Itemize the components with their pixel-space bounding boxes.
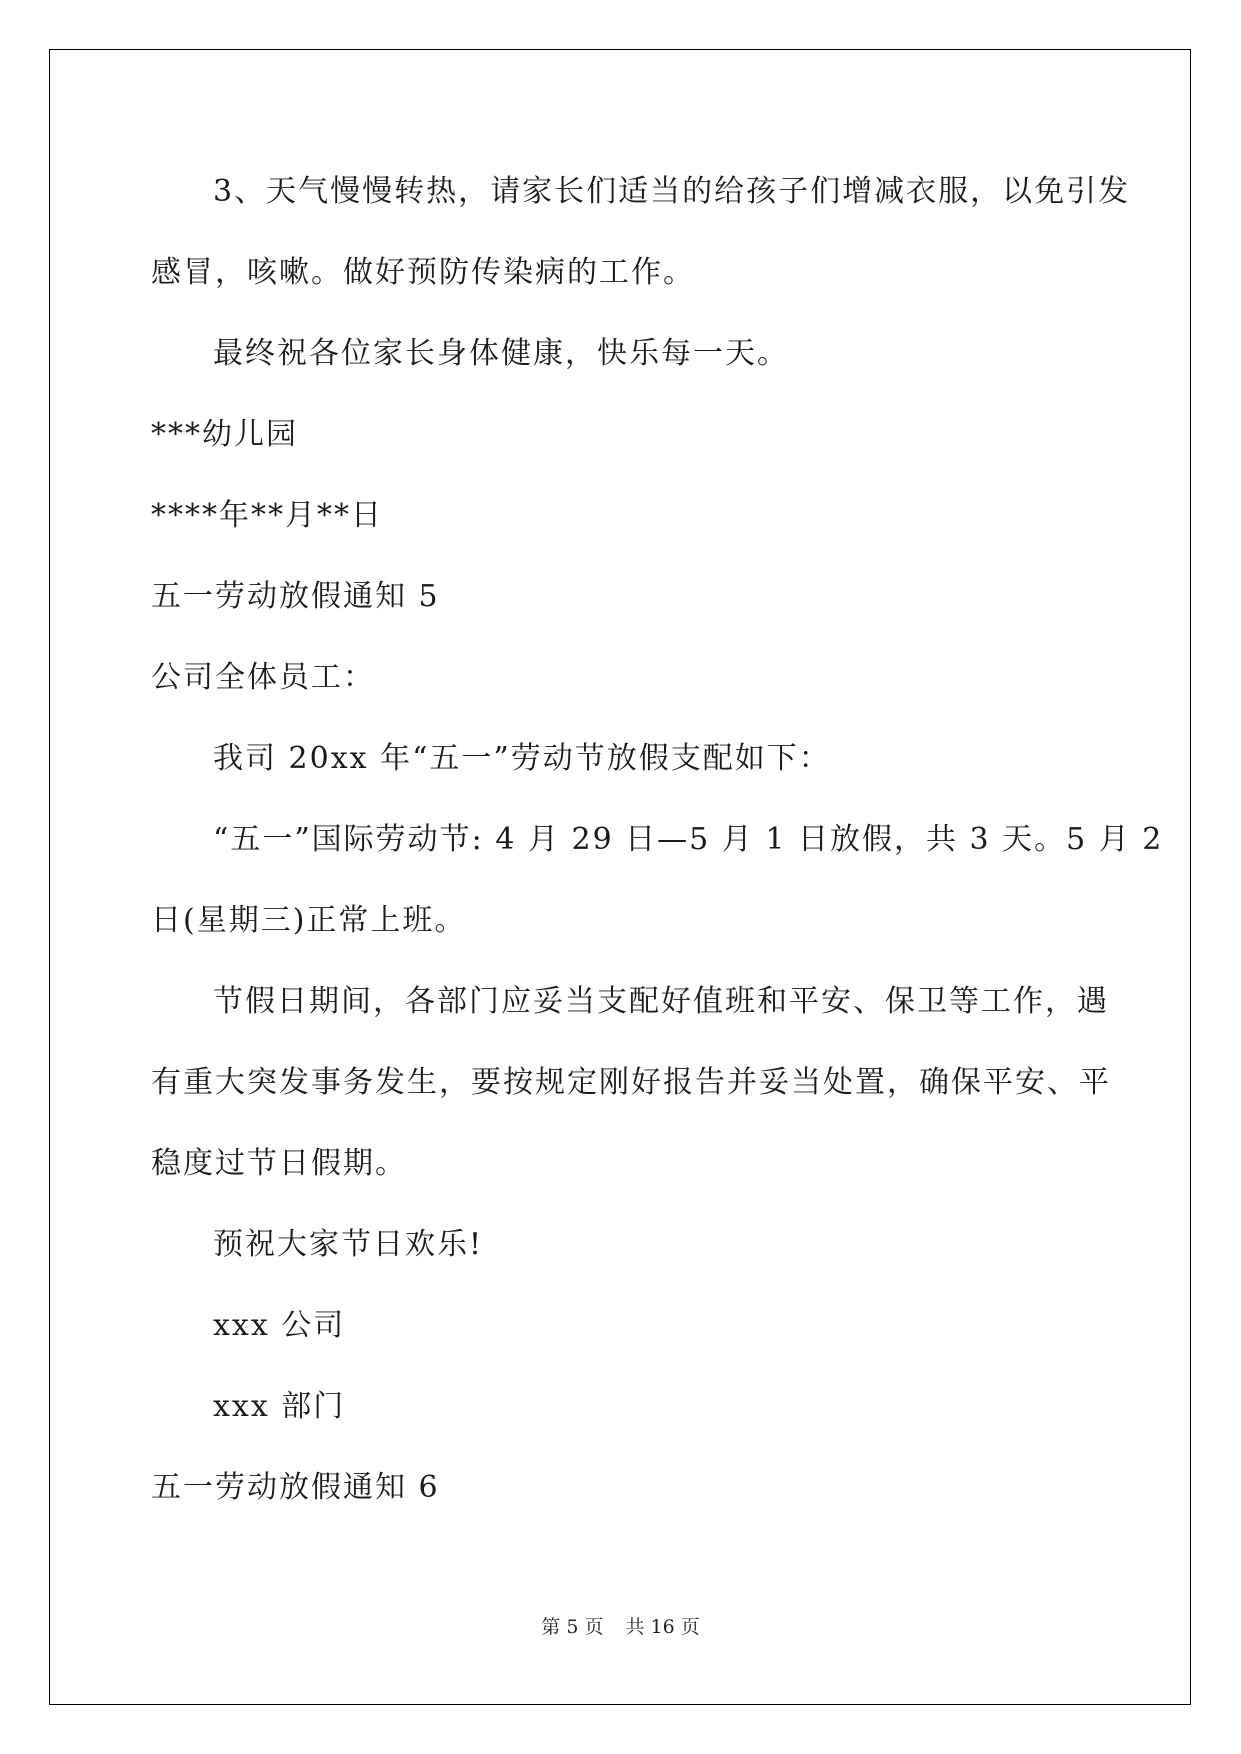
paragraph-line: 有重大突发事务发生，要按规定刚好报告并妥当处置，确保平安、平 bbox=[151, 1065, 1111, 1100]
paragraph-line: 节假日期间，各部门应妥当支配好值班和平安、保卫等工作，遇 bbox=[213, 984, 1109, 1019]
paragraph-line: 最终祝各位家长身体健康，快乐每一天。 bbox=[213, 336, 789, 371]
closing-greeting: 预祝大家节日欢乐! bbox=[213, 1227, 484, 1262]
section-heading: 五一劳动放假通知 6 bbox=[151, 1470, 440, 1505]
paragraph-line: “五一”国际劳动节: 4 月 29 日—5 月 1 日放假，共 3 天。5 月 2 bbox=[213, 822, 1164, 857]
page-footer bbox=[0, 1614, 1241, 1640]
paragraph-line: 日(星期三)正常上班。 bbox=[151, 903, 467, 938]
section-heading: 五一劳动放假通知 5 bbox=[151, 579, 440, 614]
page-number: 第 5 页 bbox=[541, 1616, 604, 1638]
signature-kindergarten: ***幼儿园 bbox=[151, 417, 298, 452]
signature-department: xxx 部门 bbox=[213, 1389, 346, 1424]
paragraph-line: 稳度过节日假期。 bbox=[151, 1146, 407, 1181]
paragraph-line: 3、天气慢慢转热，请家长们适当的给孩子们增减衣服，以免引发 bbox=[213, 174, 1131, 209]
paragraph-line: 感冒，咳嗽。做好预防传染病的工作。 bbox=[151, 255, 695, 290]
page-total: 共 16 页 bbox=[625, 1616, 700, 1638]
signature-company: xxx 公司 bbox=[213, 1308, 346, 1343]
salutation: 公司全体员工： bbox=[151, 660, 375, 695]
page-border bbox=[49, 49, 1191, 1705]
paragraph-line: 我司 20xx 年“五一”劳动节放假支配如下： bbox=[213, 741, 831, 776]
signature-date: ****年**月**日 bbox=[151, 498, 383, 533]
